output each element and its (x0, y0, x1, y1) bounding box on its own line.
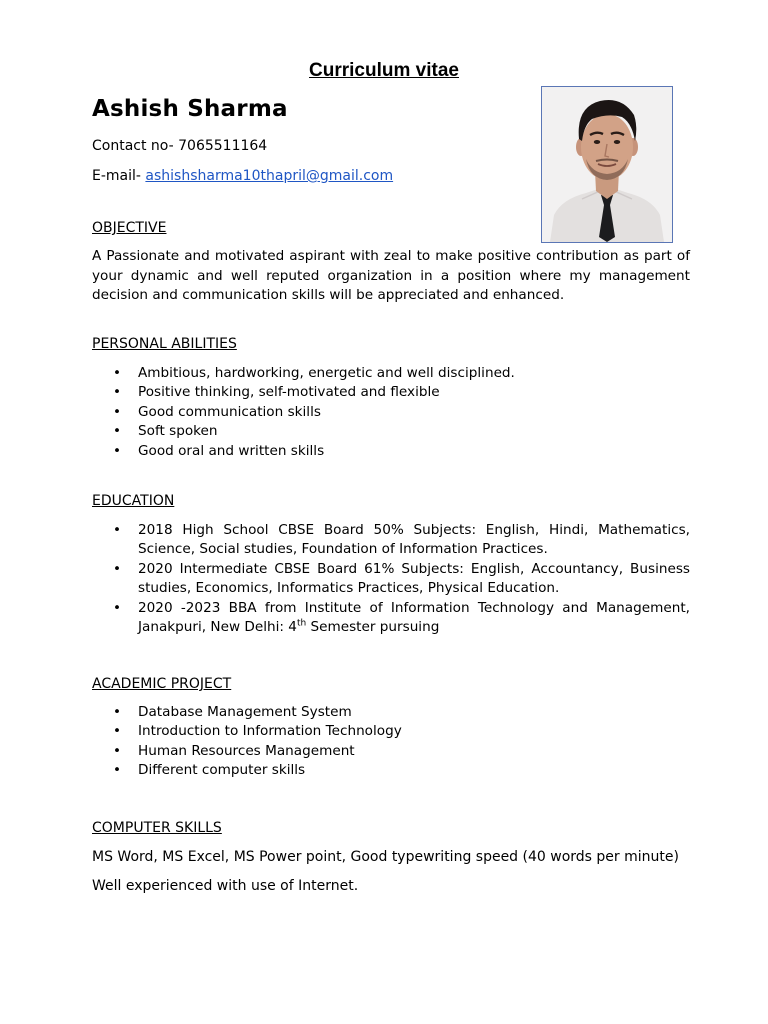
academic-project-heading: ACADEMIC PROJECT (92, 676, 232, 692)
list-item: • 2020 Intermediate CBSE Board 61% Subjects: English, Accountancy, Business studies, Economics, Informatics Practices, Physical Education. (92, 560, 690, 599)
computer-skills-heading: COMPUTER SKILLS (92, 820, 222, 836)
profile-photo (541, 86, 673, 243)
email-label: E-mail- (92, 168, 146, 184)
candidate-name: Ashish Sharma (92, 96, 288, 122)
list-item: • Different computer skills (92, 761, 690, 780)
objective-heading: OBJECTIVE (92, 220, 167, 236)
contact-number: 7065511164 (178, 138, 268, 154)
bba-superscript: th (296, 618, 307, 629)
personal-abilities-list (92, 364, 690, 461)
list-item: • Introduction to Information Technology (92, 722, 690, 741)
document-title: Curriculum vitae (309, 60, 459, 81)
email-link[interactable]: ashishsharma10thapril@gmail.com (145, 168, 394, 184)
list-item: • 2018 High School CBSE Board 50% Subjects: English, Hindi, Mathematics, Science, Social studies, Foundation of Information Practices. (92, 521, 690, 560)
education-heading: EDUCATION (92, 493, 175, 509)
list-item: • Soft spoken (92, 422, 690, 441)
computer-skills-line-2: Well experienced with use of Internet. (92, 878, 359, 894)
list-item: • Human Resources Management (92, 742, 690, 761)
academic-project-list (92, 703, 690, 781)
personal-abilities-heading: PERSONAL ABILITIES (92, 336, 237, 352)
bba-suffix: Semester pursuing (306, 619, 440, 636)
profile-photo-image (542, 87, 672, 242)
list-item: • Positive thinking, self-motivated and flexible (92, 383, 690, 402)
list-item: • Good communication skills (92, 403, 690, 422)
education-list (92, 521, 690, 637)
contact-line (92, 138, 267, 154)
email-line (92, 168, 393, 184)
list-item (92, 599, 690, 638)
list-item: • Database Management System (92, 703, 690, 722)
list-item: • Ambitious, hardworking, energetic and well disciplined. (92, 364, 690, 383)
objective-text: A Passionate and motivated aspirant with zeal to make positive contribution as part of your dynamic and well reputed organization in a position where my management decision and communication skills will be appreciated and enhanced. (92, 248, 690, 303)
computer-skills-line-1: MS Word, MS Excel, MS Power point, Good typewriting speed (40 words per minute) (92, 849, 679, 865)
bba-text: 2020 -2023 BBA from Institute of Information Technology and Management, Janakpuri, New Delhi: 4 (138, 599, 690, 636)
contact-label: Contact no- (92, 138, 179, 154)
list-item: • Good oral and written skills (92, 442, 690, 461)
